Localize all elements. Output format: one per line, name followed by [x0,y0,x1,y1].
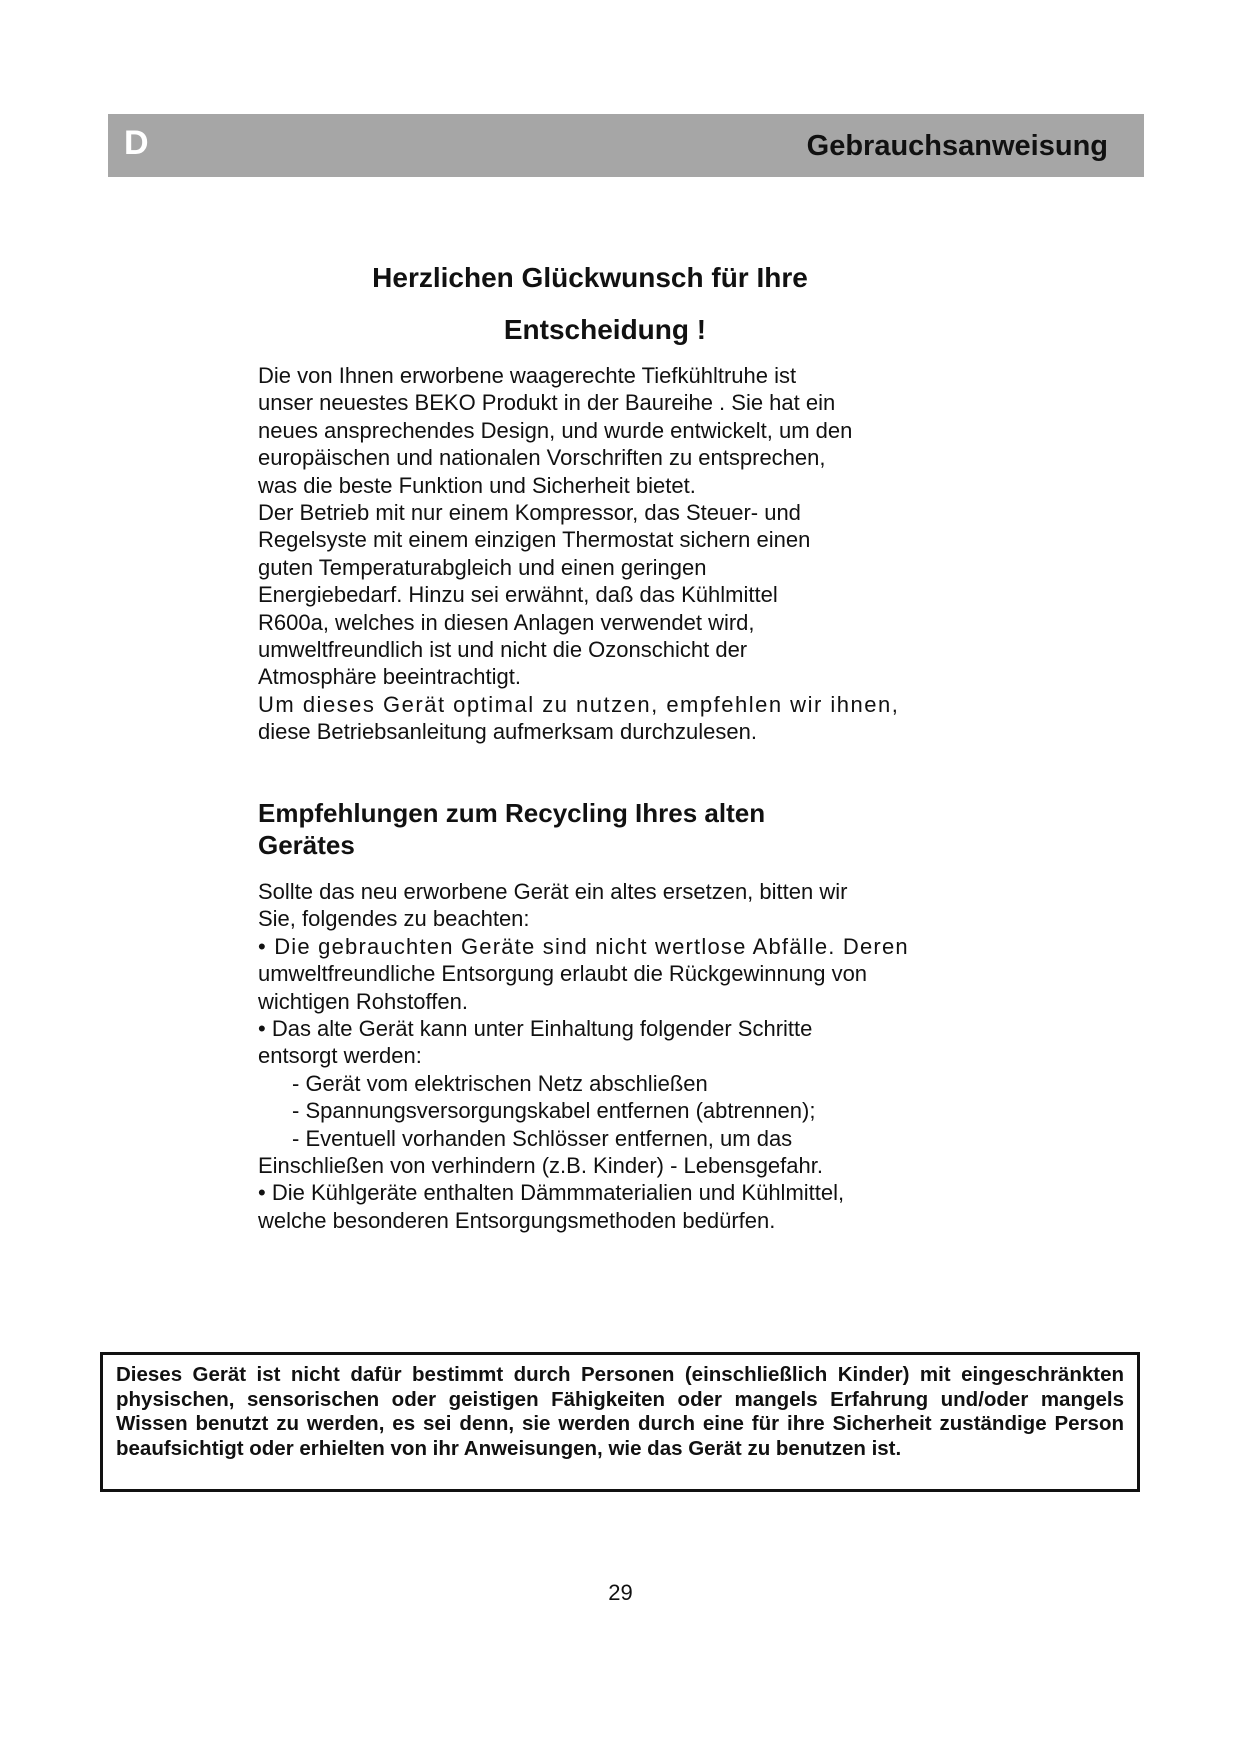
intro-line: Atmosphäre beeintrachtigt. [258,664,521,690]
recycling-line: welche besonderen Entsorgungsmethoden bedürfen. [258,1207,776,1233]
recycling-heading [258,797,958,861]
intro-title-line1: Herzlichen Glückwunsch für Ihre [372,262,808,293]
intro-line: diese Betriebsanleitung aufmerksam durchzulesen. [258,719,757,745]
recycling-heading-line1: Empfehlungen zum Recycling Ihres alten [258,798,766,828]
recycling-bullet-line: • Die Kühlgeräte enthalten Dämmmaterialien und Kühlmittel, [258,1180,845,1206]
page-number: 29 [608,1580,633,1605]
recycling-step: - Gerät vom elektrischen Netz abschließen [292,1070,708,1096]
safety-notice-box [100,1352,1140,1492]
recycling-line: umweltfreundliche Entsorgung erlaubt die Rückgewinnung von [258,961,868,987]
recycling-heading-line2: Gerätes [258,830,355,860]
recycling-paragraph [258,878,988,1234]
recycling-line: Sollte das neu erworbene Gerät ein altes ersetzen, bitten wir [258,879,848,904]
intro-line: was die beste Funktion und Sicherheit bietet. [258,472,696,498]
intro-line: europäischen und nationalen Vorschriften zu entsprechen, [258,445,826,471]
intro-line: Der Betrieb mit nur einem Kompressor, das Steuer- und [258,500,801,526]
intro-paragraph [258,362,988,746]
recycling-step: - Eventuell vorhanden Schlösser entfernen, um das [292,1125,793,1151]
language-letter: D [124,124,149,162]
intro-title-line2: Entscheidung ! [503,314,707,345]
intro-line: Energiebedarf. Hinzu sei erwähnt, daß das Kühlmittel [258,582,778,608]
intro-line: unser neuestes BEKO Produkt in der Baureihe . Sie hat ein [258,390,836,416]
intro-line: Die von Ihnen erworbene waagerechte Tiefkühltruhe ist [258,363,797,388]
intro-line: guten Temperaturabgleich und einen geringen [258,554,707,580]
intro-line: R600a, welches in diesen Anlagen verwendet wird, [258,609,755,635]
recycling-line: wichtigen Rohstoffen. [258,988,468,1014]
recycling-line: Einschließen von verhindern (z.B. Kinder) - Lebensgefahr. [258,1153,823,1179]
header-bar [108,114,1144,177]
intro-line: neues ansprechendes Design, und wurde entwickelt, um den [258,417,853,443]
intro-line: umweltfreundlich ist und nicht die Ozonschicht der [258,637,748,663]
intro-line: Regelsyste mit einem einzigen Thermostat sichern einen [258,527,811,553]
recycling-bullet-line: • Das alte Gerät kann unter Einhaltung folgender Schritte [258,1016,813,1042]
intro-line: Um dieses Gerät optimal zu nutzen, empfehlen wir ihnen, [258,691,900,717]
recycling-bullet-line: • Die gebrauchten Geräte sind nicht wertlose Abfälle. Deren [258,933,909,959]
header-title: Gebrauchsanweisung [806,130,1108,162]
safety-notice-text: Dieses Gerät ist nicht dafür bestimmt durch Personen (einschließlich Kinder) mit eingeschränkten physischen, sensorischen oder geistigen Fähigkeiten oder mangels Erfahrung und/oder mangels Wissen benutzt zu werden, es sei denn, sie werden durch eine für ihre Sicherheit zuständige Person beaufsichtigt oder erhielten von ihr Anweisungen, wie das Gerät zu benutzen ist. [116,1363,1124,1460]
recycling-step: - Spannungsversorgungskabel entfernen (abtrennen); [292,1098,816,1124]
recycling-line: entsorgt werden: [258,1043,422,1069]
recycling-line: Sie, folgendes zu beachten: [258,906,530,932]
